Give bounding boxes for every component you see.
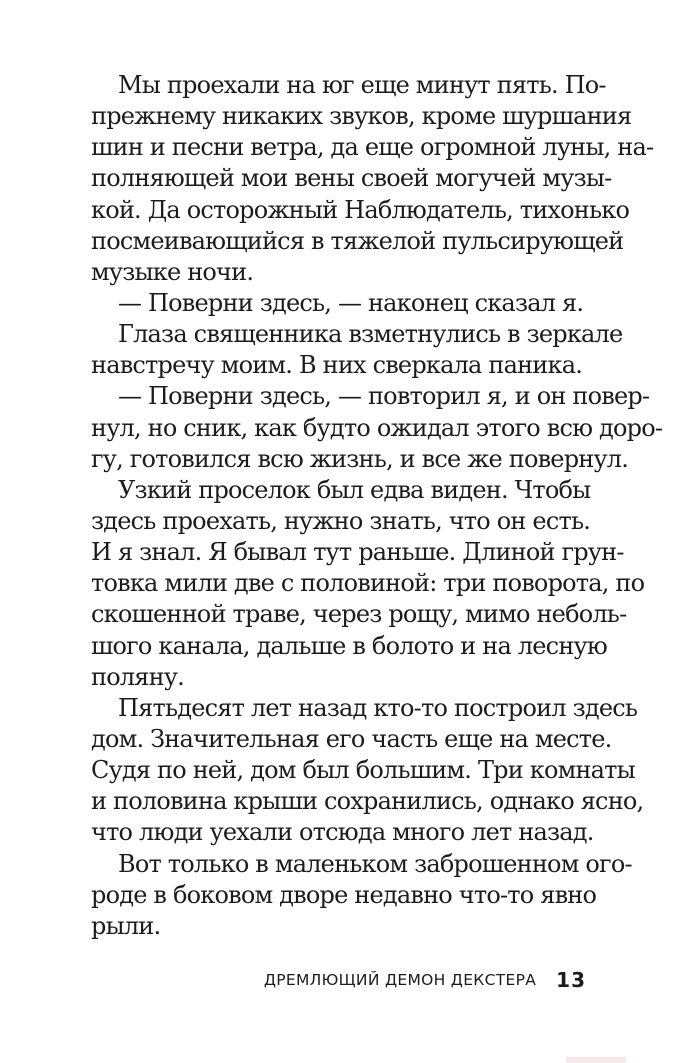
text-line: товка мили две с половиной: три поворота, по [91, 569, 645, 598]
text-line: кой. Да осторожный Наблюдатель, тихонько [91, 195, 630, 224]
text-line: полняющей мои вены своей могучей музы- [91, 164, 612, 193]
page-footer [212, 968, 586, 992]
text-line: дом. Значительная его часть еще на месте. [91, 724, 612, 753]
text-line: поляну. [91, 662, 184, 691]
paragraph [91, 693, 644, 849]
text-line: скошенной траве, через рощу, мимо неболь- [91, 600, 627, 629]
text-line: — Поверни здесь, — наконец сказал я. [118, 288, 584, 317]
text-line: гу, готовился всю жизнь, и все же повернул. [91, 444, 629, 473]
paragraph [91, 475, 645, 693]
paragraph [91, 849, 632, 942]
text-line: посмеивающийся в тяжелой пульсирующей [91, 226, 624, 255]
text-line: Узкий проселок был едва виден. Чтобы [118, 475, 591, 504]
text-line: шого канала, дальше в болото и на лесную [91, 631, 607, 660]
paragraph [91, 381, 663, 474]
text-line: Вот только в маленьком заброшенном ого- [118, 849, 632, 878]
text-line: Судя по ней, дом был большим. Три комнаты [91, 756, 635, 785]
running-title: ДРЕМЛЮЩИЙ ДЕМОН ДЕКСТЕРА [263, 971, 537, 989]
text-line: рыли. [91, 911, 161, 940]
page-number: 13 [556, 968, 586, 992]
text-line: Мы проехали на юг еще минут пять. По- [118, 71, 606, 99]
text-line: И я знал. Я бывал тут раньше. Длиной грун- [91, 538, 624, 567]
paragraph [91, 70, 654, 288]
text-line: музыке ночи. [91, 257, 254, 286]
paragraph [91, 288, 585, 319]
page-edge-mark [566, 1057, 626, 1063]
text-line: — Поверни здесь, — повторил я, и он повер- [118, 382, 650, 411]
text-line: здесь проехать, нужно знать, что он есть. [91, 506, 591, 535]
body-text [91, 70, 663, 942]
text-line: Пятьдесят лет назад кто-то построил здесь [118, 693, 638, 722]
text-line: навстречу моим. В них сверкала паника. [91, 351, 583, 380]
text-line: прежнему никаких звуков, кроме шуршания [91, 102, 632, 131]
paragraph [91, 319, 623, 381]
text-line: что люди уехали отсюда много лет назад. [91, 818, 594, 847]
text-line: шин и песни ветра, да еще огромной луны, на- [91, 133, 654, 162]
text-line: нул, но сник, как будто ожидал этого всю доро- [91, 413, 663, 442]
text-line: и половина крыши сохранились, однако ясно, [91, 787, 644, 816]
text-line: Глаза священника взметнулись в зеркале [118, 320, 623, 349]
text-line: роде в боковом дворе недавно что-то явно [91, 880, 597, 909]
